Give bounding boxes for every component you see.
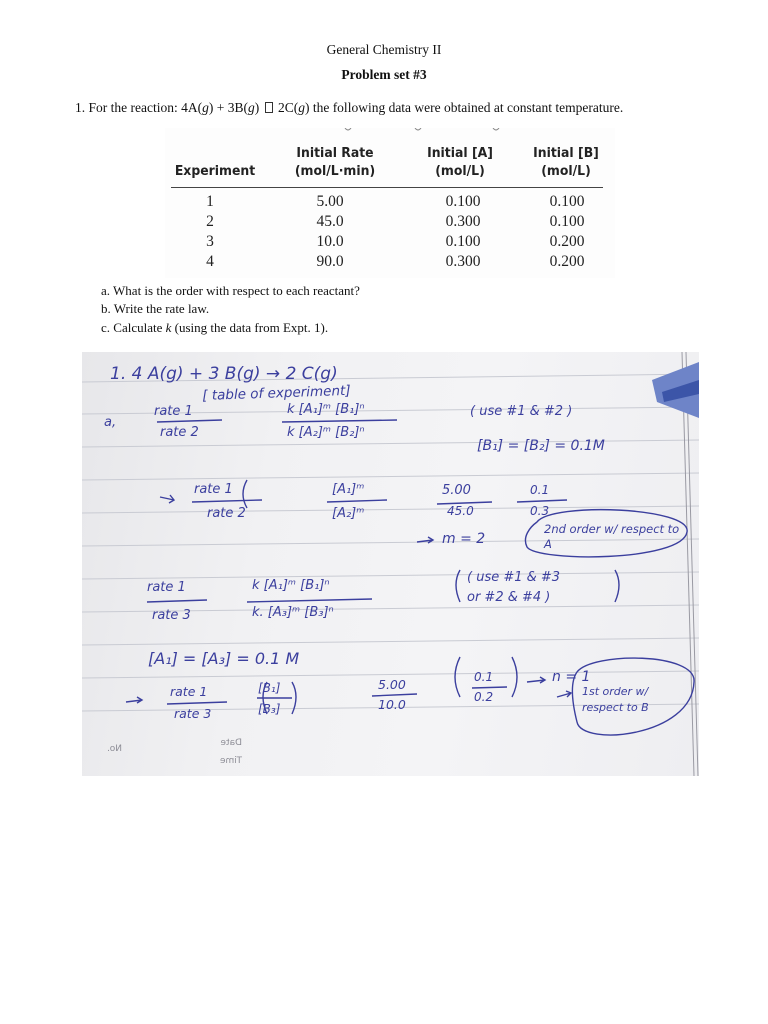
question-prefix: 1. For the reaction: 4A( (75, 100, 203, 115)
table-row (165, 193, 615, 213)
hw-reaction: 1. 4 A(g) + 3 B(g) → 2 C(g) (110, 364, 338, 384)
cell-experiment: 2 (206, 213, 214, 230)
hw-ratio4-num-bottom: 10.0 (378, 697, 406, 712)
hw-ratio1-bottom: rate 2 (160, 425, 199, 440)
hw-ratio2-frac-top: 0.1 (530, 483, 550, 497)
cropped-text-strip (175, 128, 615, 134)
hw-ratio2-top: rate 1 (194, 482, 233, 497)
hw-use-12-note: ( use #1 & #2 ) (470, 404, 573, 419)
header-divider (171, 187, 603, 188)
data-table (165, 128, 615, 278)
hw-ratio1-rhs-top: k [A₁]ᵐ [B₁]ⁿ (287, 402, 365, 417)
missing-glyph-box-icon (265, 102, 273, 113)
sub-question-c-suffix: (using the data from Expt. 1). (171, 320, 329, 335)
hw-use-24-note: or #2 & #4 ) (467, 590, 551, 605)
hw-ratio3-rhs-top: k [A₁]ᵐ [B₁]ⁿ (252, 578, 330, 593)
hw-ratio4-top: rate 1 (170, 684, 208, 699)
question-mid2: ) (254, 100, 263, 115)
table-row (165, 213, 615, 233)
problem-set-title: Problem set #3 (341, 67, 427, 82)
header-b-line1: Initial [B] (533, 145, 599, 161)
question-mid3: 2C( (274, 100, 299, 115)
cell-b: 0.200 (549, 233, 585, 250)
cell-experiment: 3 (206, 233, 214, 250)
hw-label-a: a, (104, 415, 117, 430)
cell-experiment: 4 (206, 253, 214, 270)
hw-ratio4-frac-bottom: 0.2 (474, 690, 494, 704)
hw-ratio4-rhs-bottom: [B₃] (258, 702, 281, 716)
hw-bubble-a: 2nd order w/ respect to A (544, 522, 680, 551)
cell-experiment: 1 (206, 193, 214, 210)
header-rate-line1: Initial Rate (296, 145, 374, 161)
cell-a: 0.300 (445, 213, 481, 230)
hw-ratio2-num-top: 5.00 (442, 483, 471, 498)
header-a-line1: Initial [A] (427, 145, 493, 161)
header-initial-a (419, 144, 502, 180)
mirror-text-date: Date (220, 738, 242, 748)
hw-ratio4-bottom: rate 3 (174, 706, 212, 721)
sub-question-c-prefix: c. Calculate (101, 320, 166, 335)
cell-rate: 45.0 (316, 213, 344, 230)
handwritten-solution-photo (82, 352, 699, 776)
sub-question-a: a. What is the order with respect to each reactant? (101, 283, 360, 298)
question-g1: g (202, 100, 209, 115)
hw-a-equal: [A₁] = [A₃] = 0.1 M (148, 649, 300, 668)
header-b-line2: (mol/L) (541, 163, 591, 179)
hw-ratio3-rhs-bottom: k. [A₃]ᵐ [B₃]ⁿ (252, 605, 334, 620)
cell-rate: 10.0 (316, 233, 344, 250)
mirror-text-time: Time (219, 756, 242, 766)
question-mid1: ) + 3B( (208, 100, 248, 115)
hw-ratio2-frac-bottom: 0.3 (530, 504, 550, 518)
mirror-text-no: No. (107, 744, 122, 754)
cropped-text-marks (175, 128, 615, 134)
table-row (165, 253, 615, 273)
hw-ratio1-top: rate 1 (154, 404, 193, 419)
hw-ratio2-rhs-bottom: [A₂]ᵐ (332, 506, 365, 521)
hw-b-equal: [B₁] = [B₂] = 0.1M (477, 438, 605, 454)
hw-ratio2-num-bottom: 45.0 (447, 504, 474, 518)
hw-use-13-note: ( use #1 & #3 (467, 570, 561, 585)
cell-rate: 5.00 (316, 193, 344, 210)
sub-question-b: b. Write the rate law. (101, 301, 210, 316)
hw-n-result: n = 1 (552, 669, 591, 685)
cell-b: 0.200 (549, 253, 585, 270)
cell-b: 0.100 (549, 213, 585, 230)
hw-ratio2-rhs-top: [A₁]ᵐ (332, 482, 365, 497)
cell-b: 0.100 (549, 193, 585, 210)
header-rate-line2: (mol/L·min) (294, 163, 376, 179)
question-text (75, 100, 623, 116)
table-row (165, 233, 615, 253)
hw-ratio2-bottom: rate 2 (207, 506, 246, 521)
question-g3: g (298, 100, 305, 115)
question-suffix: ) the following data were obtained at constant temperature. (304, 100, 624, 115)
header-a-line2: (mol/L) (435, 163, 485, 179)
cell-a: 0.300 (445, 253, 481, 270)
hw-ratio4-num-top: 5.00 (378, 677, 406, 692)
course-title: General Chemistry II (326, 42, 442, 57)
header-experiment: Experiment (174, 163, 256, 179)
header-initial-b (525, 144, 608, 180)
hw-bubble-b: 1st order w/ respect to B (582, 685, 649, 714)
hw-ratio3-bottom: rate 3 (152, 608, 191, 623)
hw-ratio4-frac-top: 0.1 (474, 670, 494, 684)
question-g2: g (247, 100, 255, 115)
cell-rate: 90.0 (316, 253, 344, 270)
hw-table-note: [ table of experiment] (202, 382, 351, 404)
hw-ratio3-top: rate 1 (147, 580, 186, 595)
hw-ratio4-rhs-top: [B₁] (258, 681, 281, 695)
header-initial-rate (280, 144, 390, 180)
cell-a: 0.100 (445, 193, 481, 210)
hw-m-result: m = 2 (442, 531, 486, 547)
hw-ratio1-rhs-bottom: k [A₂]ᵐ [B₂]ⁿ (287, 425, 365, 440)
cell-a: 0.100 (445, 233, 481, 250)
sub-question-c-var: k (165, 320, 172, 335)
sub-question-c (101, 320, 328, 336)
